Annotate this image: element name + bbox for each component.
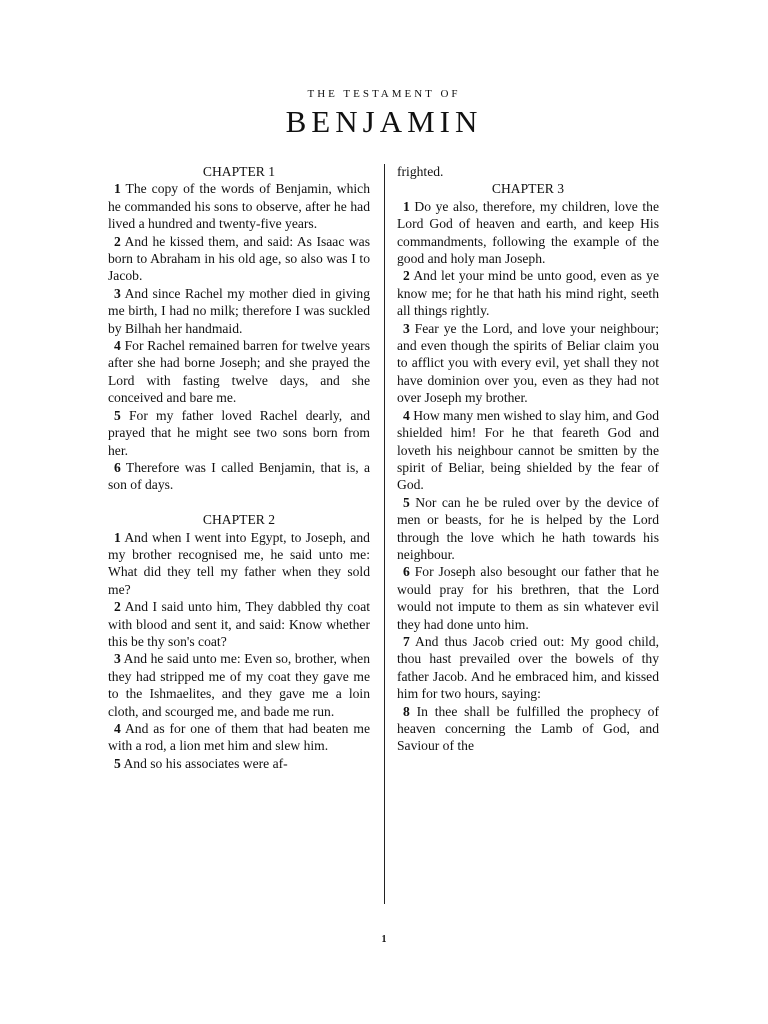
verse <box>108 529 370 599</box>
verse-number: 3 <box>114 285 121 301</box>
verse <box>108 180 370 232</box>
verse <box>397 320 659 407</box>
verse-text: And thus Jacob cried out: My good child, thou hast prevailed over the bowels of thy father Jacob. And he embraced him, and kissed him for two hours, saying: <box>397 633 659 702</box>
verse <box>108 598 370 650</box>
column-divider <box>384 164 385 904</box>
verse-text: Therefore was I called Benjamin, that is, a son of days. <box>108 459 371 493</box>
verse-text: The copy of the words of Benjamin, which he commanded his sons to observe, after he had lived a hundred and twenty-five years. <box>108 181 370 232</box>
book-title: BENJAMIN <box>285 104 483 139</box>
verse <box>397 267 659 319</box>
page-number: 1 <box>381 934 387 945</box>
verse-text: And I said unto him, They dabbled thy coat with blood and sent it, and said: Know whether this be thy son's coat? <box>108 599 370 649</box>
verse-text: Nor can he be ruled over by the device of men or beasts, for he is helped by the Lord through the love which he hath towards his neighbour. <box>397 494 659 562</box>
verse-number: 3 <box>403 320 410 336</box>
verse-text: And let your mind be unto good, even as ye know me; for he that hath his mind right, seeth all things rightly. <box>397 268 659 319</box>
verse-number: 3 <box>114 651 121 667</box>
verse-number: 5 <box>403 494 410 510</box>
continued-text: frighted. <box>397 164 444 179</box>
verse-number: 1 <box>403 198 410 214</box>
verse-text: In thee shall be fulfilled the prophecy of heaven concerning the Lamb of God, and Saviour of the <box>397 703 659 754</box>
verse-number: 2 <box>403 268 410 284</box>
verse-text: And as for one of them that had beaten me with a rod, a lion met him and slew him. <box>108 720 370 754</box>
verse-number: 5 <box>114 407 121 423</box>
chapter-heading: CHAPTER 2 <box>202 512 276 528</box>
book-subtitle: THE TESTAMENT OF <box>307 88 461 100</box>
verse <box>397 407 659 494</box>
verse-text: For my father loved Rachel dearly, and prayed that he might see two sons born from her. <box>108 407 370 458</box>
verse-number: 6 <box>114 459 121 475</box>
chapter-heading: CHAPTER 1 <box>202 164 276 179</box>
verse <box>108 285 370 337</box>
verse-text: For Rachel remained barren for twelve years after she had borne Joseph; and she prayed the Lord with fasting twelve days, and she conceived and bare me. <box>108 338 370 406</box>
verse <box>108 407 370 459</box>
verse <box>397 494 659 564</box>
verse <box>397 563 659 633</box>
verse-number: 6 <box>403 564 410 580</box>
verse-number: 1 <box>114 181 121 197</box>
right-column <box>397 163 659 755</box>
verse <box>108 459 370 494</box>
verse-number: 1 <box>114 529 121 545</box>
verse <box>397 198 659 268</box>
verse-text: And when I went into Egypt, to Joseph, and my brother recognised me, he said unto me: What did they tell my father when they sold me? <box>108 529 370 597</box>
verse-number: 5 <box>114 755 121 771</box>
verse-text: Do ye also, therefore, my children, love the Lord God of heaven and earth, and keep His commandments, following the example of the good and holy man Joseph. <box>397 198 659 267</box>
left-column <box>108 163 370 772</box>
verse <box>108 755 370 772</box>
verse-number: 4 <box>114 338 121 354</box>
verse-number: 2 <box>114 599 121 615</box>
verse-text: Fear ye the Lord, and love your neighbour; and even though the spirits of Beliar claim you to afflict you with every evil, yet shall they not have dominion over you, even as they had not over Joseph my brother. <box>397 320 659 406</box>
verse-text: And so his associates were af- <box>123 755 288 771</box>
verse-text: How many men wished to slay him, and God shielded him! For he that feareth God and loveth his neighbour cannot be smitten by the spirit of Beliar, being shielded by the fear of God. <box>397 407 659 493</box>
verse <box>108 233 370 285</box>
verse-text: And he kissed them, and said: As Isaac was born to Abraham in his old age, so also was I to Jacob. <box>108 233 370 284</box>
verse-text: For Joseph also besought our father that he would pray for his brethren, that the Lord would not impute to them as sin whatever evil they had done unto him. <box>397 564 659 632</box>
verse-number: 8 <box>403 703 410 719</box>
verse-number: 4 <box>114 720 121 736</box>
verse <box>397 633 659 703</box>
chapter-heading: CHAPTER 3 <box>491 181 565 197</box>
verse-text: And since Rachel my mother died in giving me birth, I had no milk; therefore I was suckled by Bilhah her handmaid. <box>108 285 371 336</box>
verse <box>108 650 370 720</box>
verse <box>108 720 370 755</box>
verse-number: 2 <box>114 233 121 249</box>
verse-number: 4 <box>403 407 410 423</box>
verse-number: 7 <box>403 633 410 649</box>
verse <box>397 703 659 755</box>
verse-text: And he said unto me: Even so, brother, when they had stripped me of my coat they gave me to the Ishmaelites, and they gave me a loin cloth, and scourged me, and bade me run. <box>108 651 370 719</box>
verse <box>108 337 370 407</box>
